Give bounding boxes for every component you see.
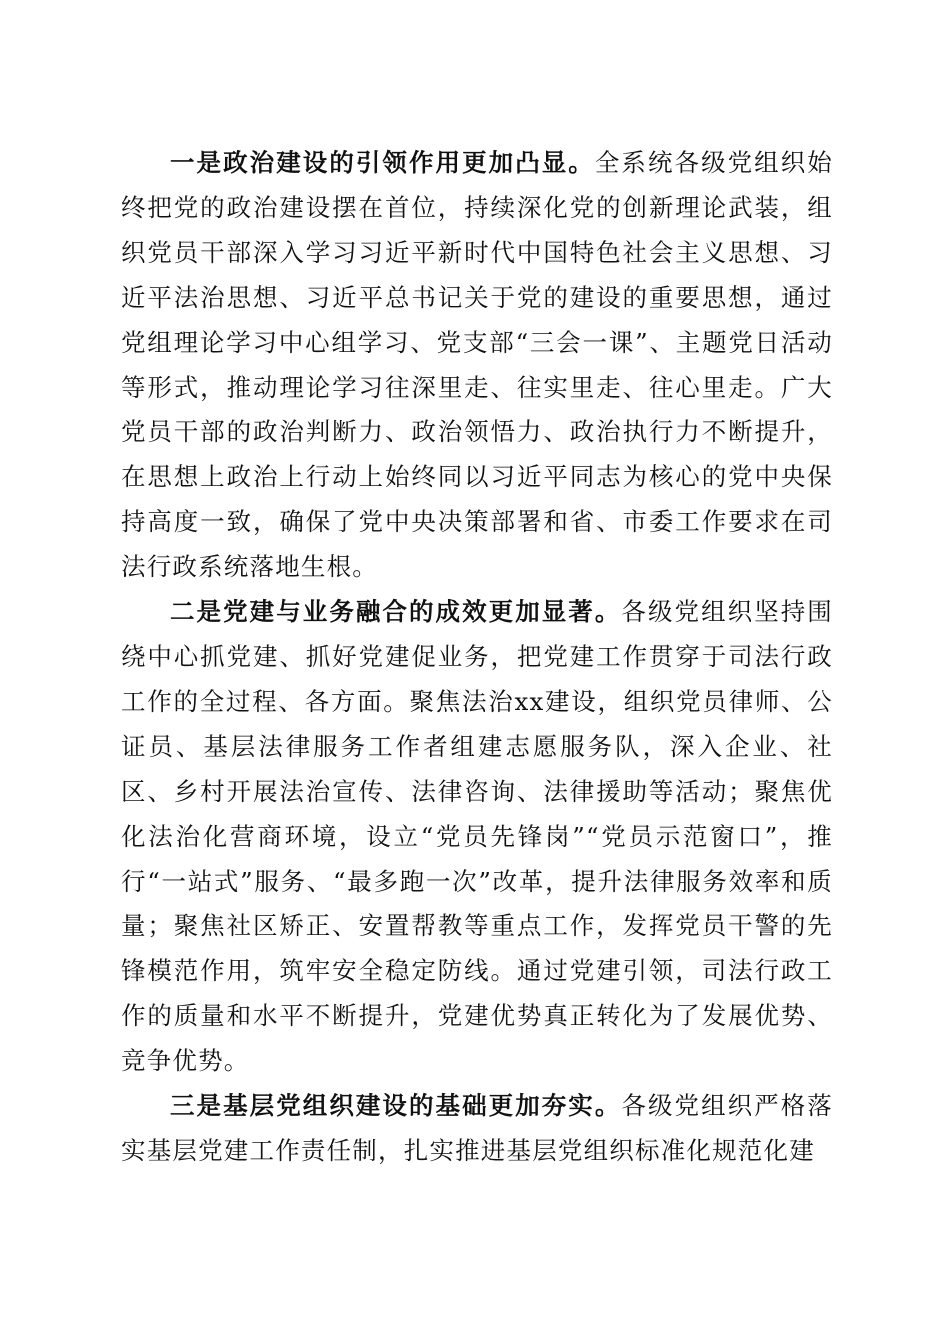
paragraph-text: 全系统各级党组织始终把党的政治建设摆在首位，持续深化党的创新理论武装，组织党员干部深入学习习近平新时代中国特色社会主义思想、习近平法治思想、习近平总书记关于党的建设的重要思想，通过党组理论学习中心组学习、党支部“三会一课”、主题党日活动等形式，推动理论学习往深里走、往实里走、往心里走。广大党员干部的政治判断力、政治领悟力、政治执行力不断提升，在思想上政治上行动上始终同以习近平同志为核心的党中央保持高度一致，确保了党中央决策部署和省、市委工作要求在司法行政系统落地生根。 (121, 148, 833, 582)
paragraph-political-building (121, 141, 833, 590)
document-body (121, 141, 833, 1174)
paragraph-lead: 三是基层党组织建设的基础更加夯实。 (170, 1091, 622, 1121)
paragraph-grassroots-organization (121, 1084, 833, 1174)
paragraph-text: 各级党组织严格落实基层党建工作责任制，扎实推进基层党组织标准化规范化建 (121, 1091, 833, 1165)
paragraph-party-business-integration (121, 590, 833, 1084)
paragraph-lead: 一是政治建设的引领作用更加凸显。 (170, 148, 595, 177)
paragraph-lead: 二是党建与业务融合的成效更加显著。 (170, 597, 622, 627)
paragraph-text: 各级党组织坚持围绕中心抓党建、抓好党建促业务，把党建工作贯穿于司法行政工作的全过程、各方面。聚焦法治xx建设，组织党员律师、公证员、基层法律服务工作者组建志愿服务队，深入企业、社区、乡村开展法治宣传、法律咨询、法律援助等活动；聚焦优化法治化营商环境，设立“党员先锋岗”“党员示范窗口”，推行“一站式”服务、“最多跑一次”改革，提升法律服务效率和质量；聚焦社区矫正、安置帮教等重点工作，发挥党员干警的先锋模范作用，筑牢安全稳定防线。通过党建引领，司法行政工作的质量和水平不断提升，党建优势真正转化为了发展优势、竞争优势。 (121, 597, 833, 1076)
